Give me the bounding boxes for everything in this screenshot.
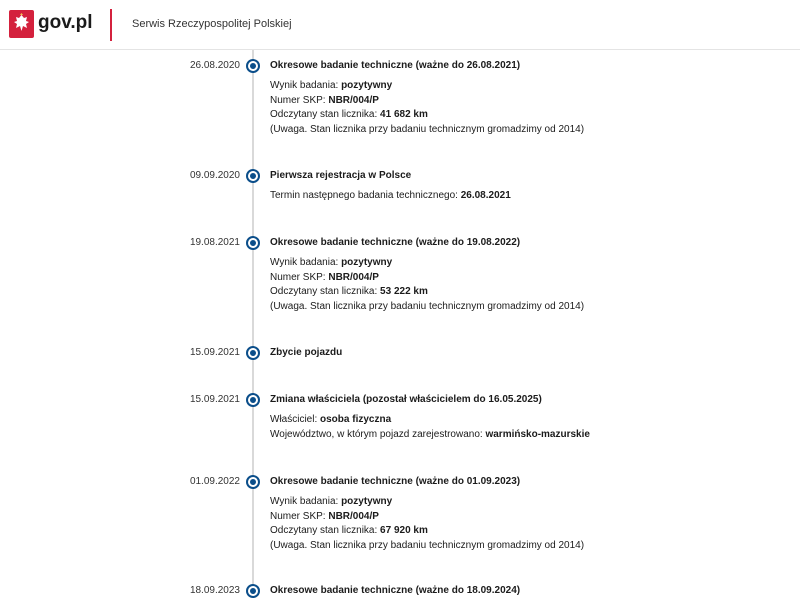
- detail-line: [270, 123, 790, 138]
- entry-details: [270, 189, 790, 204]
- detail-label: Wynik badania:: [270, 496, 342, 507]
- detail-label: (Uwaga. Stan licznika przy badaniu technicznym gromadzimy od 2014): [270, 300, 585, 312]
- detail-line: [270, 285, 790, 300]
- detail-line: [270, 271, 790, 286]
- timeline-dot-icon: [246, 475, 260, 489]
- detail-line: [270, 108, 790, 123]
- entry-date: 15.09.2021: [189, 347, 240, 358]
- detail-value: osoba fizyczna: [320, 414, 392, 425]
- entry-details: [270, 79, 790, 137]
- detail-line: [270, 300, 790, 315]
- detail-label: Numer SKP:: [270, 94, 329, 106]
- detail-value: pozytywny: [341, 80, 393, 91]
- entry-date: 19.08.2021: [189, 237, 240, 248]
- entry-date: 15.09.2021: [189, 394, 240, 405]
- detail-label: Odczytany stan licznika:: [270, 525, 381, 536]
- entry-date: 18.09.2023: [189, 585, 240, 596]
- entry-title: Pierwsza rejestracja w Polsce: [270, 170, 412, 181]
- detail-line: [270, 495, 790, 510]
- detail-value: pozytywny: [341, 257, 393, 268]
- detail-label: Wynik badania:: [270, 257, 342, 268]
- detail-label: Wynik badania:: [270, 80, 342, 91]
- entry-content: [270, 393, 790, 442]
- entry-details: [270, 413, 790, 442]
- timeline-dot-icon: [246, 346, 260, 360]
- detail-value: 53 222 km: [380, 286, 428, 297]
- detail-label: Właściciel:: [270, 414, 321, 425]
- detail-value: pozytywny: [341, 496, 393, 507]
- detail-line: [270, 413, 790, 428]
- detail-value: 41 682 km: [380, 109, 428, 120]
- detail-line: [270, 539, 790, 554]
- entry-content: [270, 236, 790, 314]
- detail-line: [270, 524, 790, 539]
- entry-content: [270, 169, 790, 204]
- brand-name[interactable]: gov.pl: [38, 12, 93, 33]
- detail-line: [270, 189, 790, 204]
- timeline-dot-icon: [246, 59, 260, 73]
- detail-label: Termin następnego badania technicznego:: [270, 190, 461, 201]
- detail-value: NBR/004/P: [328, 94, 379, 106]
- entry-content: [270, 475, 790, 553]
- entry-title: Zbycie pojazdu: [270, 347, 343, 358]
- detail-value: 26.08.2021: [460, 190, 511, 201]
- detail-line: [270, 79, 790, 94]
- entry-title: Okresowe badanie techniczne (ważne do 18.09.2024): [270, 585, 521, 596]
- detail-value: NBR/004/P: [328, 271, 379, 283]
- detail-value: warmińsko-mazurskie: [485, 428, 590, 440]
- timeline-dot-icon: [246, 393, 260, 407]
- timeline-dot-icon: [246, 169, 260, 183]
- entry-title: Okresowe badanie techniczne (ważne do 26.08.2021): [270, 60, 521, 71]
- service-name: Serwis Rzeczypospolitej Polskiej: [132, 18, 292, 30]
- polish-eagle-logo-icon[interactable]: [9, 10, 34, 38]
- site-header: [0, 0, 800, 50]
- detail-label: Numer SKP:: [270, 510, 329, 522]
- entry-date: 01.09.2022: [189, 476, 240, 487]
- detail-line: [270, 428, 790, 443]
- header-divider: [110, 9, 112, 41]
- entry-details: [270, 256, 790, 314]
- detail-line: [270, 256, 790, 271]
- detail-line: [270, 94, 790, 109]
- detail-label: Województwo, w którym pojazd zarejestrowano:: [270, 428, 486, 440]
- timeline-line: [252, 50, 254, 596]
- entry-content: [270, 59, 790, 137]
- detail-label: Odczytany stan licznika:: [270, 109, 381, 120]
- detail-label: (Uwaga. Stan licznika przy badaniu technicznym gromadzimy od 2014): [270, 539, 585, 551]
- entry-details: [270, 495, 790, 553]
- entry-title: Zmiana właściciela (pozostał właścicielem do 16.05.2025): [270, 394, 542, 405]
- detail-label: Numer SKP:: [270, 271, 329, 283]
- entry-content: [270, 346, 790, 360]
- detail-label: Odczytany stan licznika:: [270, 286, 381, 297]
- entry-title: Okresowe badanie techniczne (ważne do 01.09.2023): [270, 476, 521, 487]
- detail-value: NBR/004/P: [328, 510, 379, 522]
- detail-label: (Uwaga. Stan licznika przy badaniu technicznym gromadzimy od 2014): [270, 123, 585, 135]
- timeline-dot-icon: [246, 236, 260, 250]
- entry-date: 09.09.2020: [189, 170, 240, 181]
- entry-date: 26.08.2020: [189, 60, 240, 71]
- entry-title: Okresowe badanie techniczne (ważne do 19.08.2022): [270, 237, 521, 248]
- detail-line: [270, 510, 790, 525]
- detail-value: 67 920 km: [380, 525, 428, 536]
